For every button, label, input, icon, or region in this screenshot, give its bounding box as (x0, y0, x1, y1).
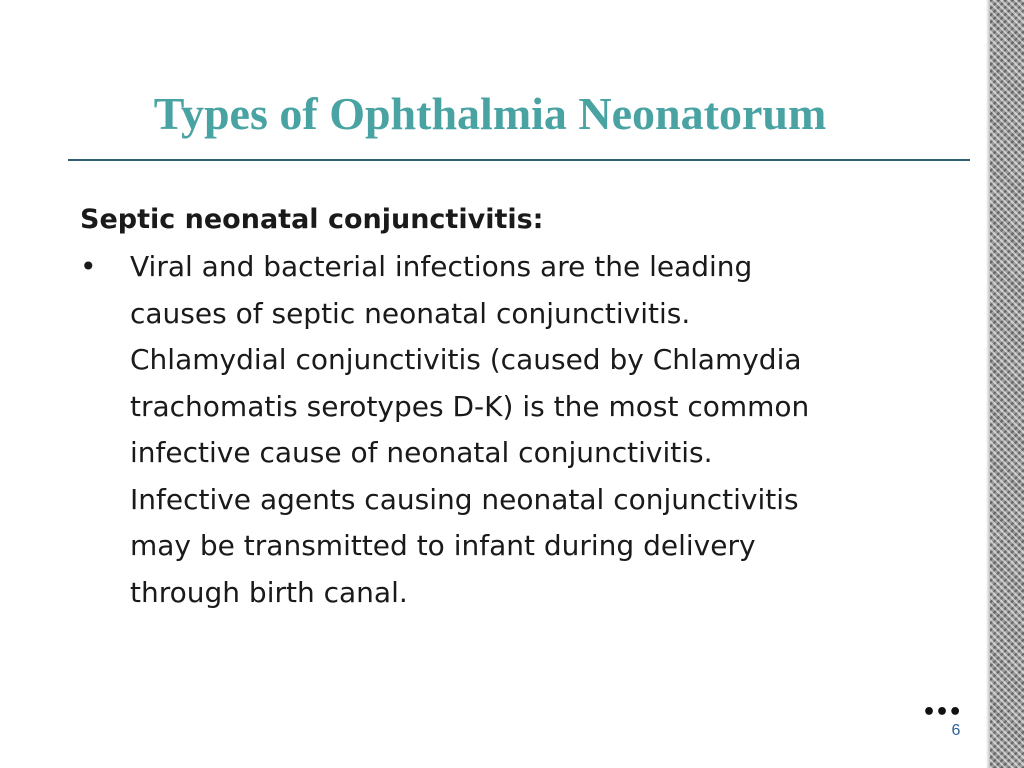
bullet-line: Infective agents causing neonatal conjunctivitis (130, 482, 799, 516)
bullet-text (130, 244, 920, 616)
slide-title: Types of Ophthalmia Neonatorum (153, 88, 827, 139)
slide-content (80, 196, 920, 616)
bullet-line: Chlamydial conjunctivitis (caused by Chlamydia (130, 343, 802, 376)
decorative-side-pattern (990, 0, 1024, 768)
section-heading: Septic neonatal conjunctivitis: (80, 204, 544, 235)
bullet-line: may be transmitted to infant during delivery (130, 529, 756, 562)
bullet-item (80, 244, 920, 616)
bullet-line: infective cause of neonatal conjunctivitis. (130, 436, 713, 469)
bullet-line: causes of septic neonatal conjunctivitis. (130, 296, 691, 330)
title-divider (68, 159, 970, 161)
bullet-line: through birth canal. (130, 575, 408, 609)
bullet-line: trachomatis serotypes D-K) is the most common (130, 389, 810, 423)
more-dots-icon: ••• (922, 700, 962, 725)
bullet-line: Viral and bacterial infections are the leading (130, 250, 753, 283)
page-number: 6 (951, 722, 961, 739)
bullet-icon: • (80, 250, 97, 283)
